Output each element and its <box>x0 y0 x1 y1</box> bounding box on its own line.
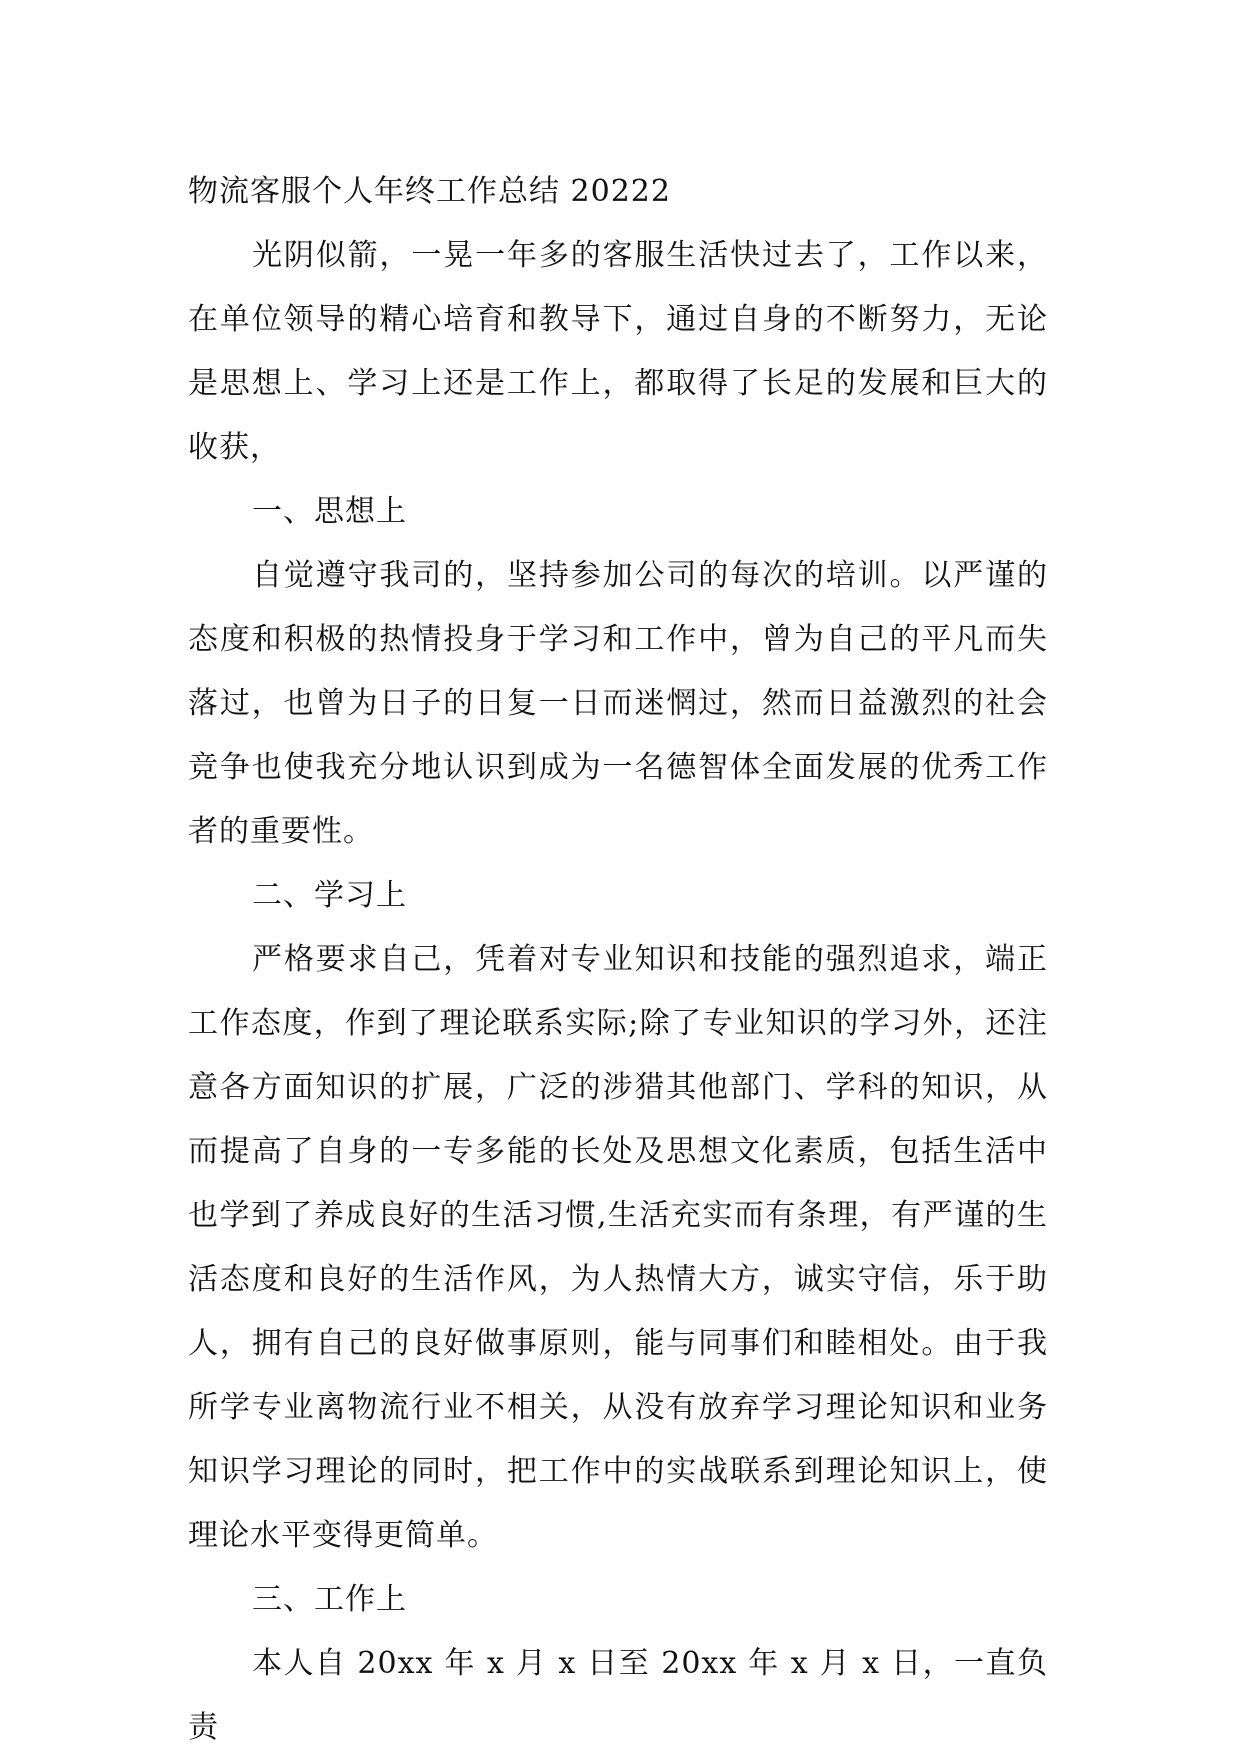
intro-paragraph: 光阴似箭，一晃一年多的客服生活快过去了，工作以来，在单位领导的精心培育和教导下，通过自身的不断努力，无论是思想上、学习上还是工作上，都取得了长足的发展和巨大的收获， <box>188 238 1048 465</box>
section-heading-thought: 一、思想上 <box>252 494 407 529</box>
section-heading-study: 二、学习上 <box>252 878 407 913</box>
document-body <box>188 160 1048 1760</box>
section-body-work: 本人自 20xx 年 x 月 x 日至 20xx 年 x 月 x 日，一直负责 <box>188 1646 1048 1745</box>
section-body-thought: 自觉遵守我司的，坚持参加公司的每次的培训。以严谨的态度和积极的热情投身于学习和工作中，曾为自己的平凡而失落过，也曾为日子的日复一日而迷惘过，然而日益激烈的社会竞争也使我充分地认识到成为一名德智体全面发展的优秀工作者的重要性。 <box>188 558 1048 849</box>
section-heading-work: 三、工作上 <box>252 1582 407 1617</box>
document-title: 物流客服个人年终工作总结 20222 <box>188 174 671 209</box>
section-body-study: 严格要求自己，凭着对专业知识和技能的强烈追求，端正工作态度，作到了理论联系实际;除了专业知识的学习外，还注意各方面知识的扩展，广泛的涉猎其他部门、学科的知识，从而提高了自身的一专多能的长处及思想文化素质，包括生活中也学到了养成良好的生活习惯,生活充实而有条理，有严谨的生活态度和良好的生活作风，为人热情大方，诚实守信，乐于助人，拥有自己的良好做事原则，能与同事们和睦相处。由于我所学专业离物流行业不相关，从没有放弃学习理论知识和业务知识学习理论的同时，把工作中的实战联系到理论知识上，使理论水平变得更简单。 <box>188 942 1048 1553</box>
